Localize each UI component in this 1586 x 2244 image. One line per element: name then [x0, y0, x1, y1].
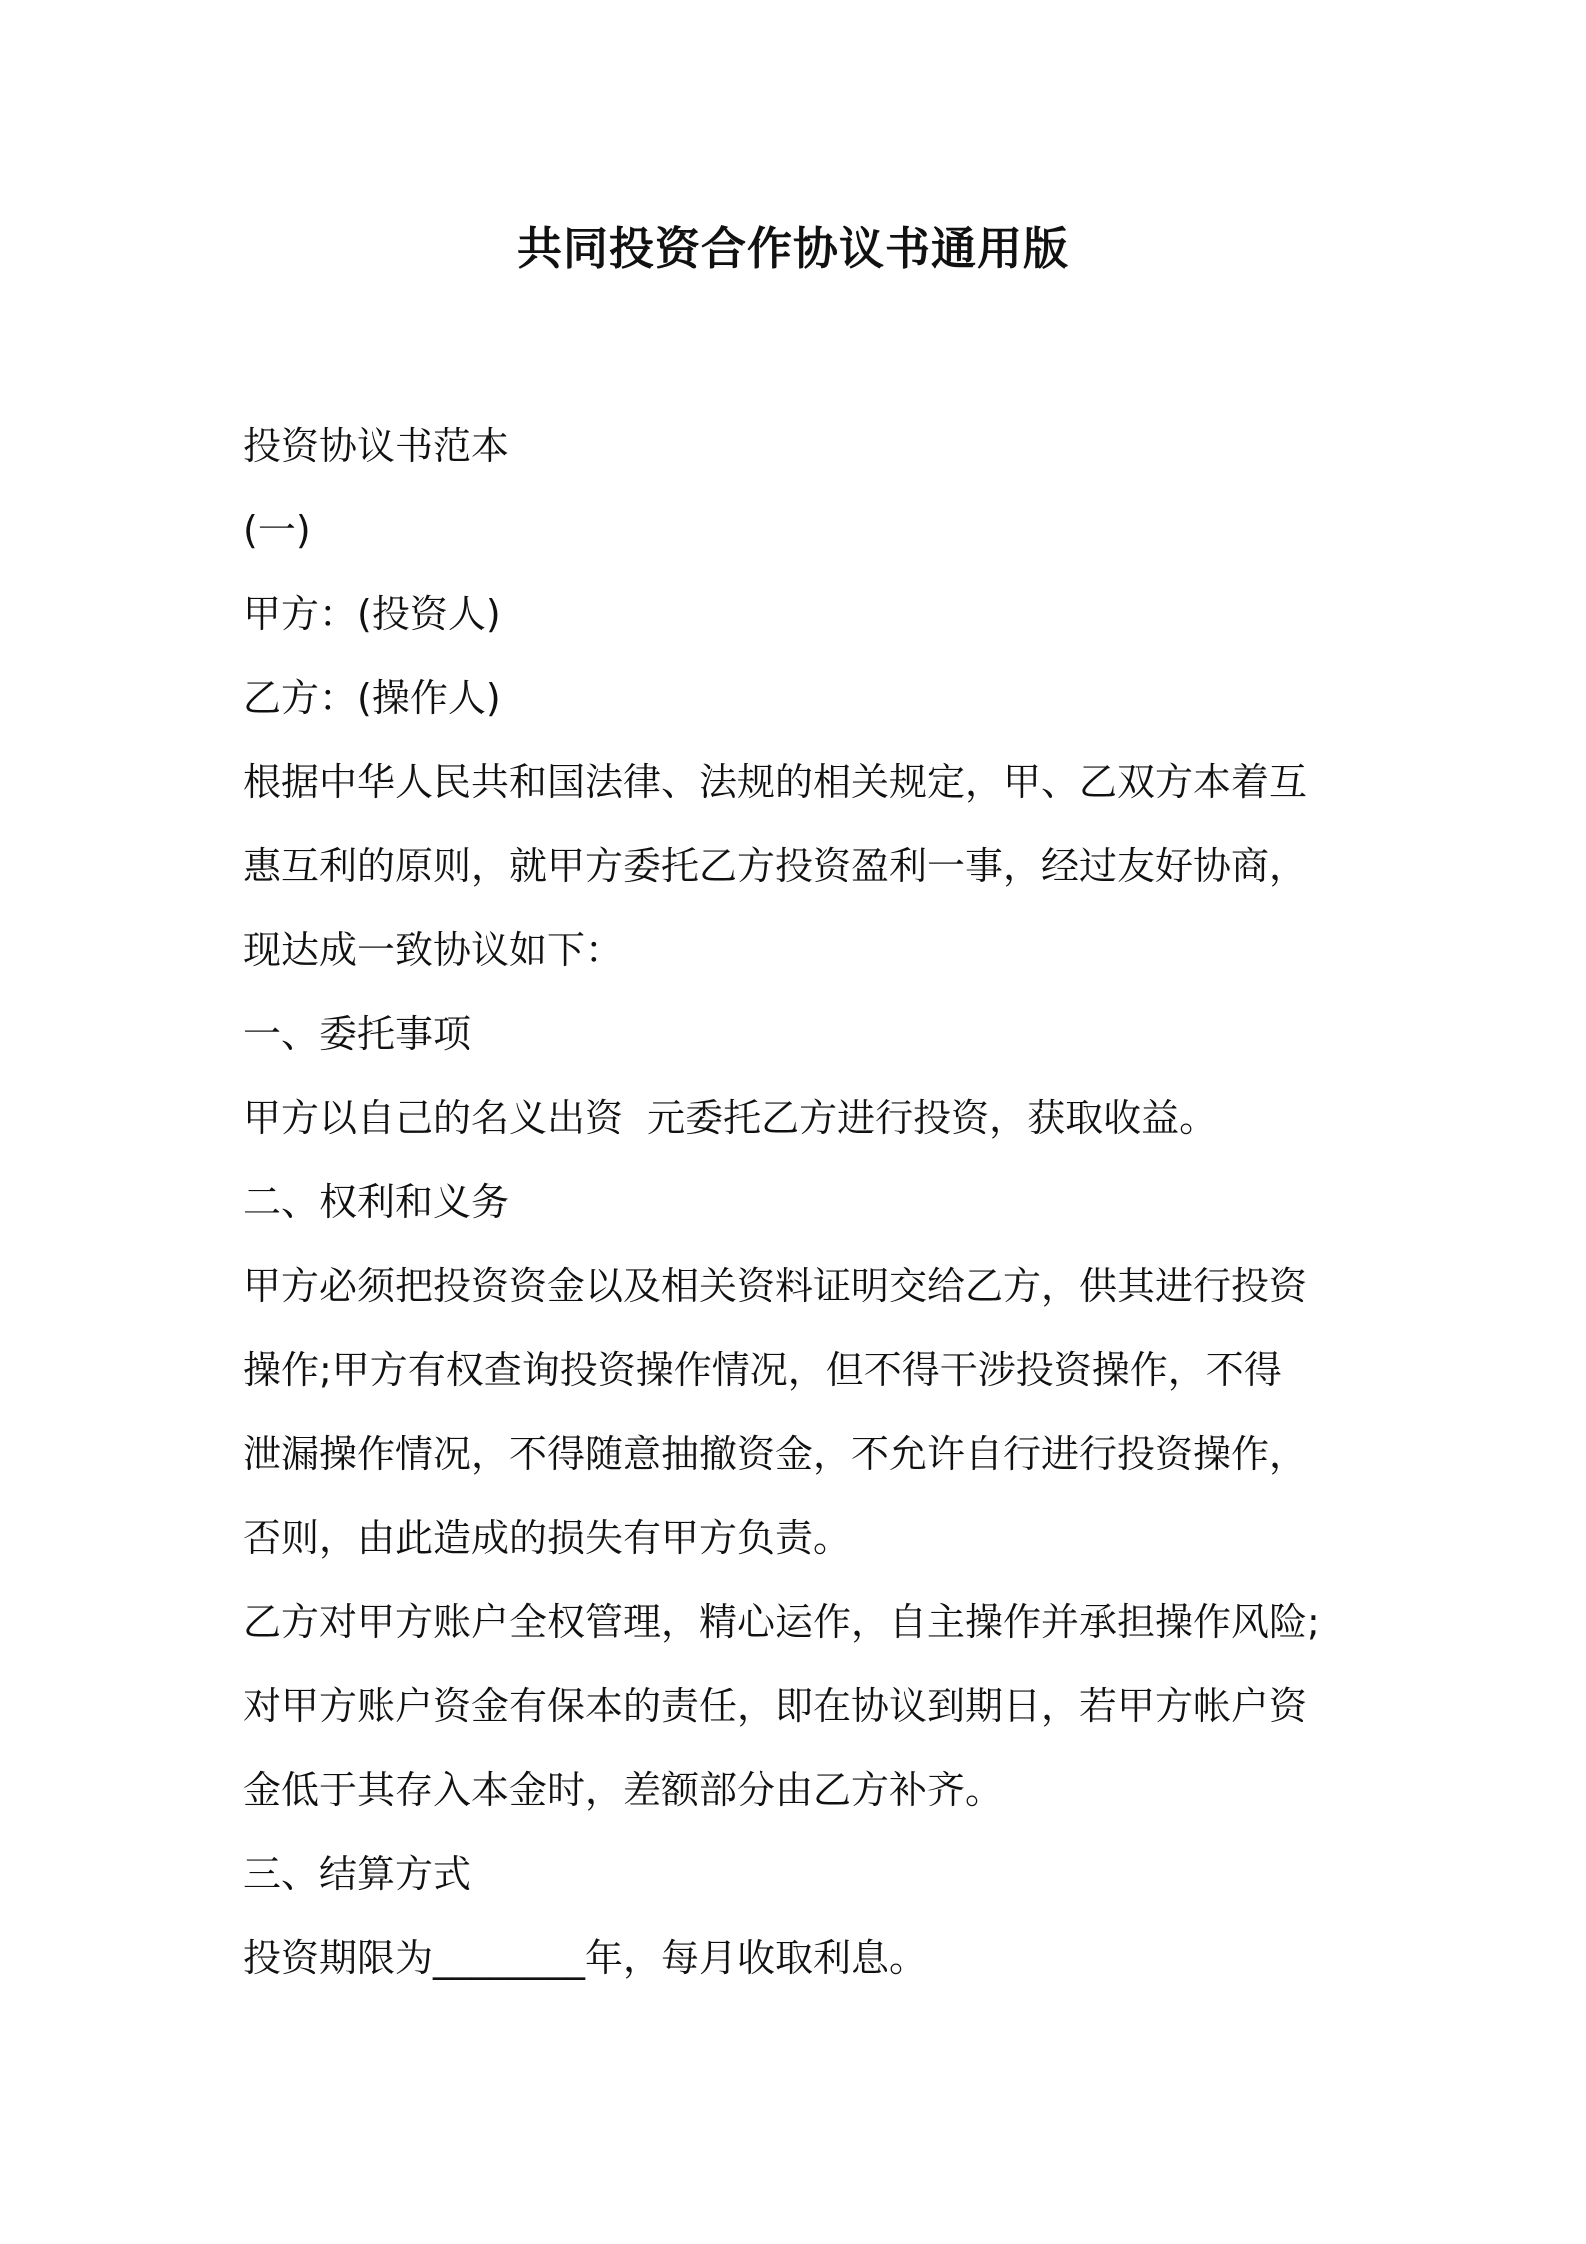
section-3-heading: 三、结算方式 — [243, 1852, 472, 1896]
section-2-heading: 二、权利和义务 — [243, 1180, 510, 1224]
section-number-line: (一) — [243, 508, 311, 552]
preamble-line-3: 现达成一致协议如下： — [243, 928, 624, 972]
section-1-body: 甲方以自己的名义出资 元委托乙方进行投资，获取收益。 — [243, 1096, 1218, 1140]
document-body — [243, 404, 1363, 2000]
section-3-body: 投资期限为________年，每月收取利息。 — [243, 1936, 928, 1980]
section-2-body-line-1: 甲方必须把投资资金以及相关资料证明交给乙方，供其进行投资 — [243, 1264, 1308, 1308]
section-1-heading: 一、委托事项 — [243, 1012, 472, 1056]
document-title: 共同投资合作协议书通用版 — [516, 222, 1069, 275]
section-2-body-line-2: 操作;甲方有权查询投资操作情况，但不得干涉投资操作，不得 — [243, 1348, 1282, 1392]
section-2-body-line-7: 金低于其存入本金时，差额部分由乙方补齐。 — [243, 1768, 1004, 1812]
section-2-body-line-5: 乙方对甲方账户全权管理，精心运作，自主操作并承担操作风险; — [243, 1600, 1320, 1644]
section-2-body-line-6: 对甲方账户资金有保本的责任，即在协议到期日，若甲方帐户资 — [243, 1684, 1308, 1728]
party-b-line: 乙方：(操作人) — [243, 676, 501, 720]
preamble-line-1: 根据中华人民共和国法律、法规的相关规定，甲、乙双方本着互 — [243, 760, 1308, 804]
party-a-line: 甲方：(投资人) — [243, 592, 501, 636]
preamble-line-2: 惠互利的原则，就甲方委托乙方投资盈利一事，经过友好协商， — [243, 844, 1308, 888]
section-2-body-line-4: 否则，由此造成的损失有甲方负责。 — [243, 1516, 852, 1560]
subtitle-line: 投资协议书范本 — [243, 424, 510, 468]
section-2-body-line-3: 泄漏操作情况，不得随意抽撤资金，不允许自行进行投资操作， — [243, 1432, 1308, 1476]
